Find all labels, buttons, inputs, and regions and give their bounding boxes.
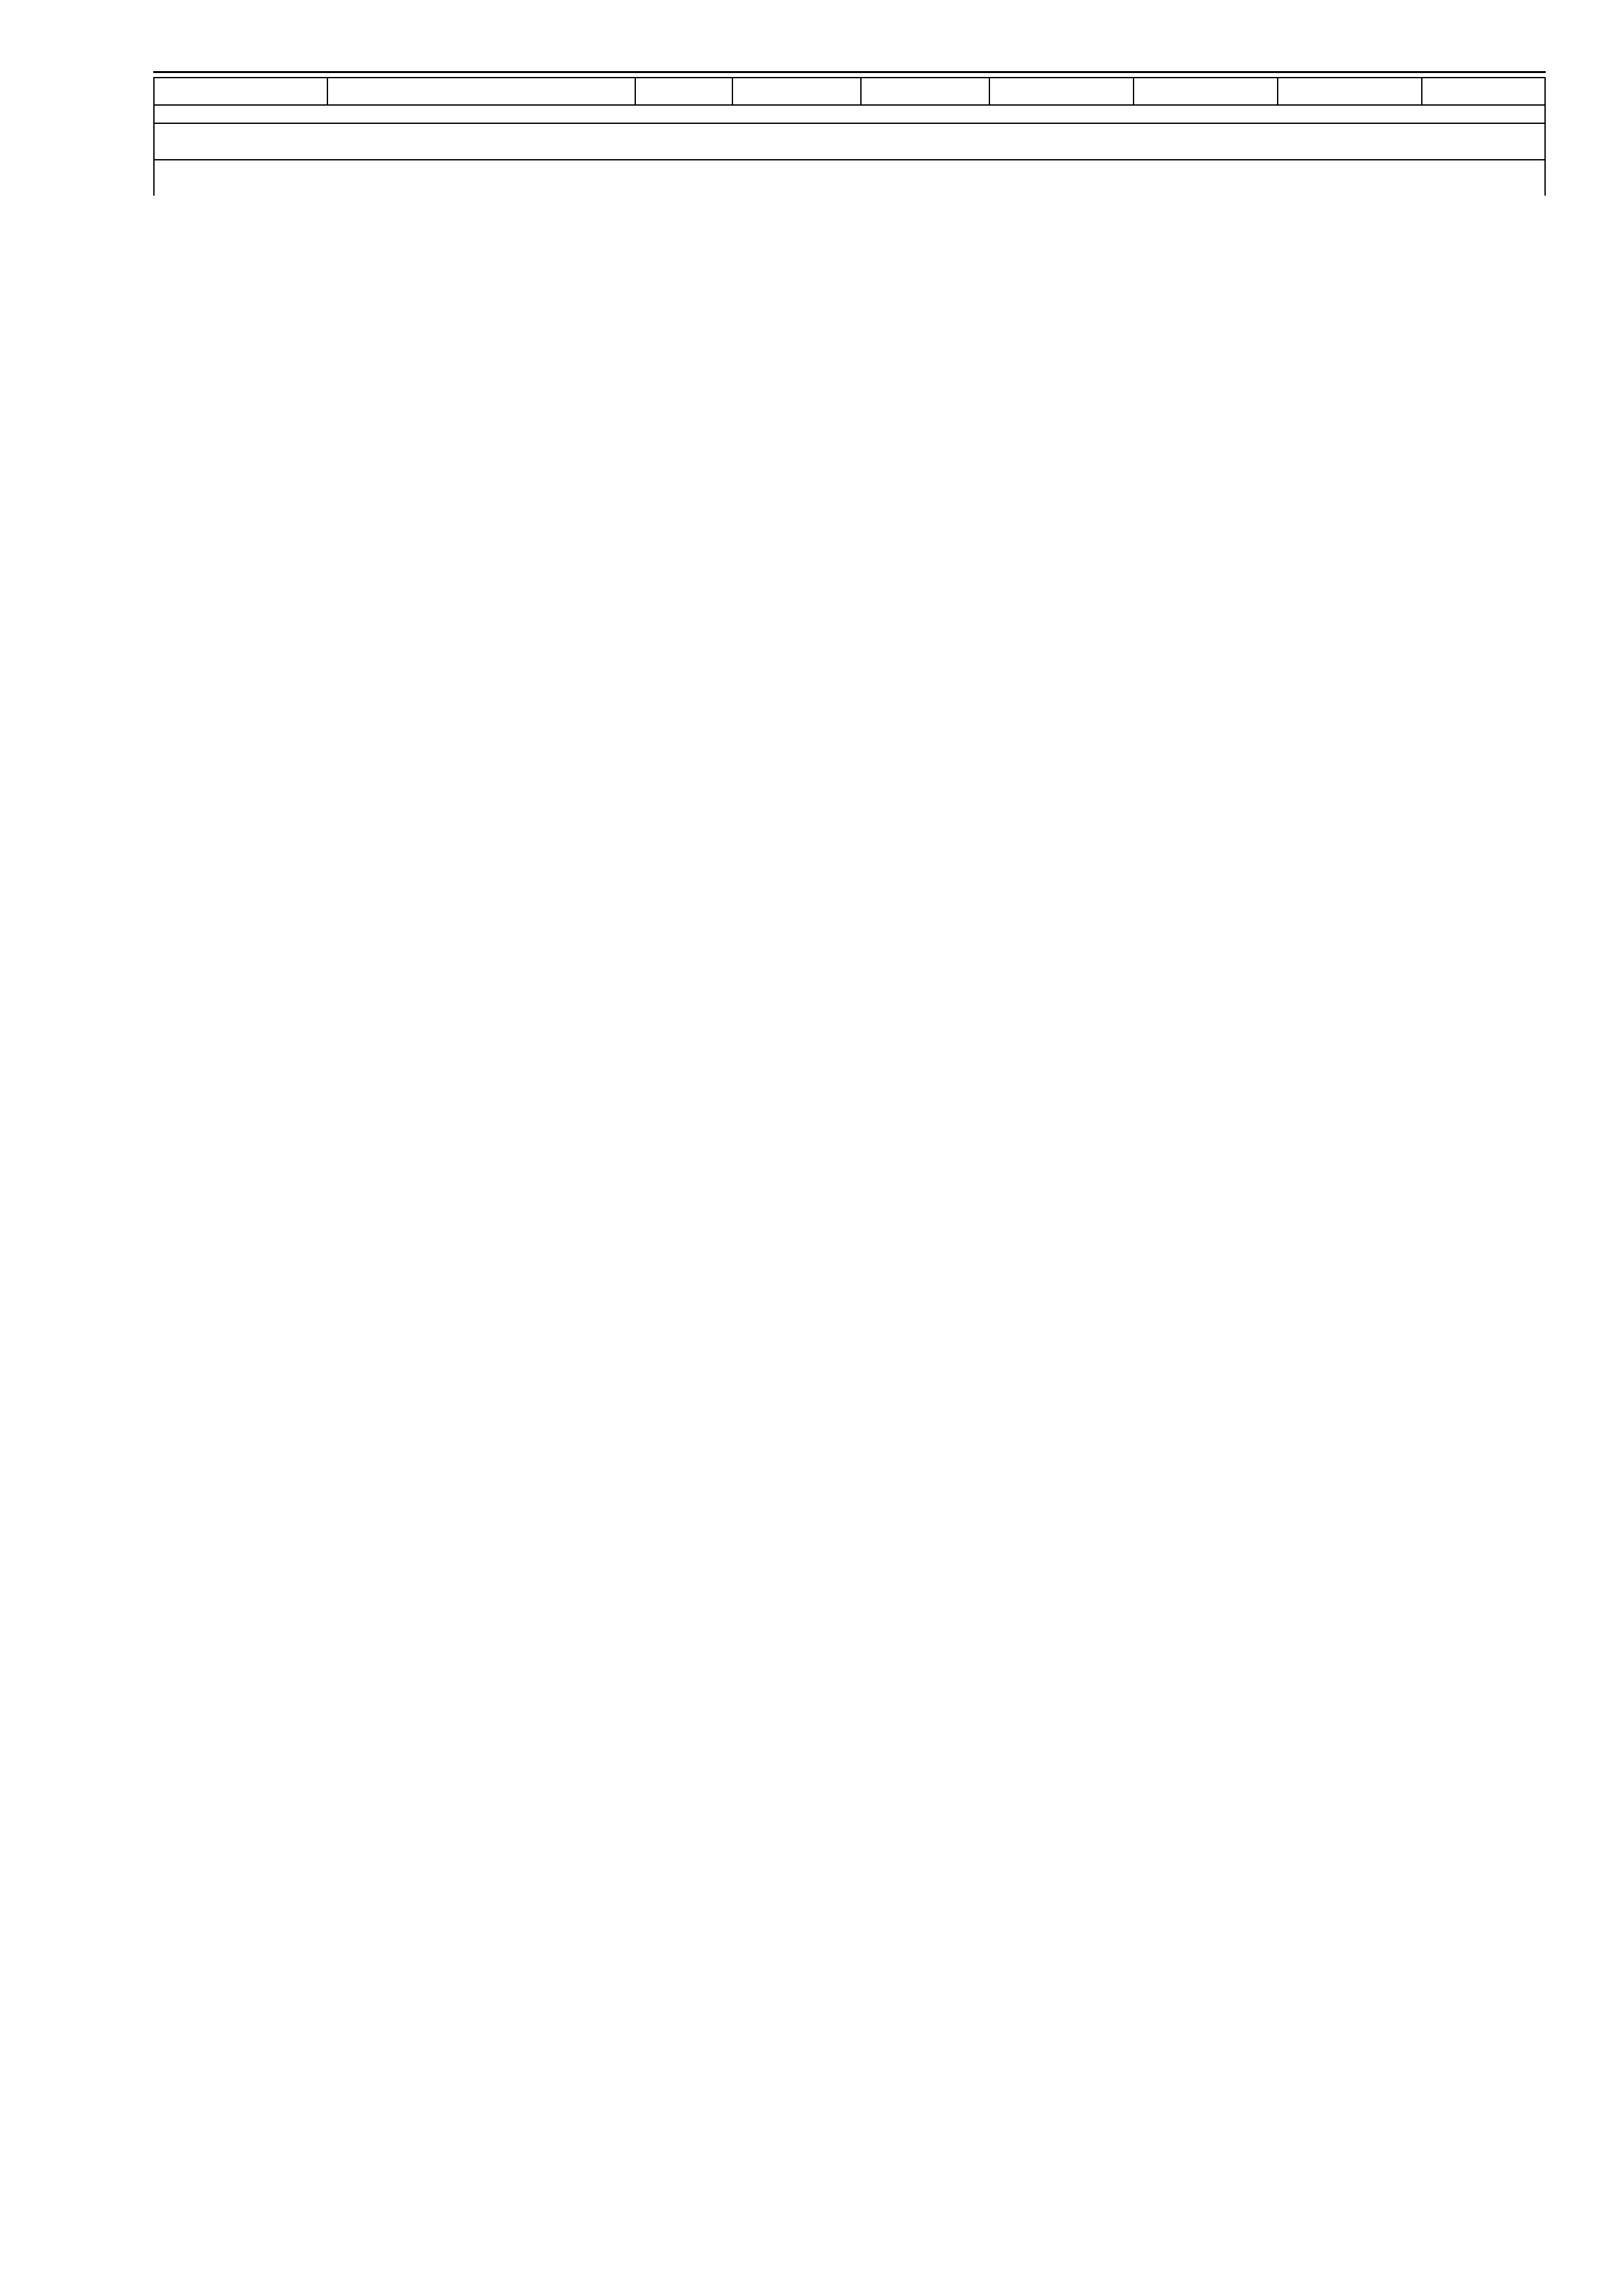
column-number (635, 78, 732, 105)
column-number (327, 78, 635, 105)
part-heading (153, 115, 1546, 123)
column-numbers-row (154, 78, 1545, 105)
table-title-25-13-002 (153, 159, 1546, 168)
header-rule (153, 71, 1546, 73)
department-heading (153, 106, 1546, 115)
price-table-top (153, 77, 1546, 106)
running-header (153, 34, 1546, 73)
table-title-25-13-001 (153, 123, 1546, 132)
measure-line (153, 168, 1546, 196)
column-number (1134, 78, 1278, 105)
measure-line (153, 132, 1546, 159)
column-number (1422, 78, 1545, 105)
column-number (1278, 78, 1422, 105)
document-body (153, 77, 1546, 196)
column-number (732, 78, 861, 105)
column-number (989, 78, 1134, 105)
column-number (154, 78, 327, 105)
column-number (861, 78, 989, 105)
